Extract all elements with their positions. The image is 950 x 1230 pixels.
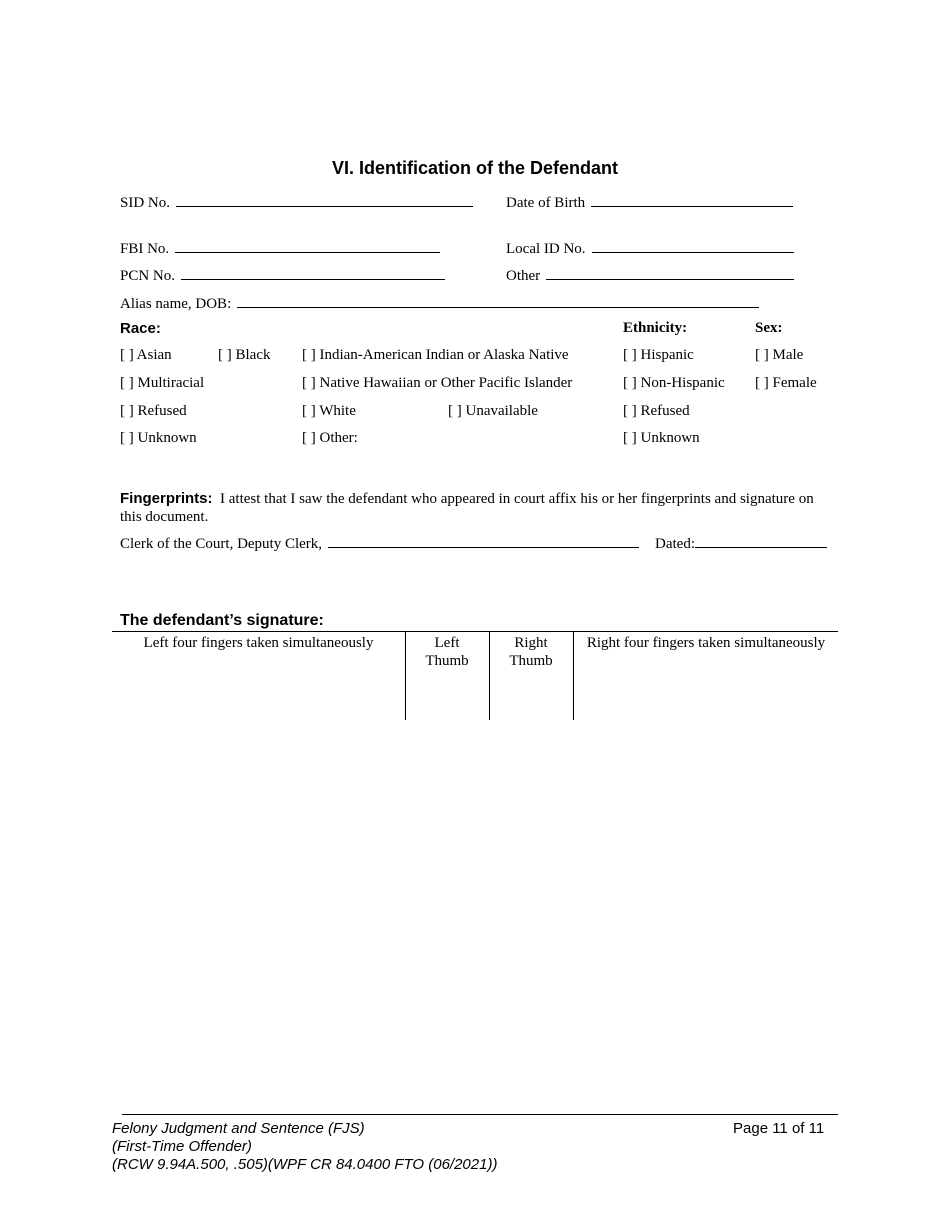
ethnicity-non-hispanic-checkbox[interactable]: [ ] Non-Hispanic xyxy=(623,375,725,391)
footer-form-subtitle: (First-Time Offender) xyxy=(112,1138,252,1155)
fingerprints-label: Fingerprints: xyxy=(120,490,213,507)
fbi-label: FBI No. xyxy=(120,241,170,257)
sid-input-line[interactable] xyxy=(176,193,473,207)
page-number: Page 11 of 11 xyxy=(733,1120,825,1137)
race-unavailable-checkbox[interactable]: [ ] Unavailable xyxy=(448,403,538,419)
left-thumb-cell[interactable]: Left Thumb xyxy=(425,635,469,669)
footer-form-title: Felony Judgment and Sentence (FJS) xyxy=(112,1120,365,1137)
signature-table-top-border xyxy=(112,631,838,632)
race-hawaiian-checkbox[interactable]: [ ] Native Hawaiian or Other Pacific Islander xyxy=(302,375,573,391)
sid-field[interactable] xyxy=(120,193,473,212)
race-black-checkbox[interactable]: [ ] Black xyxy=(218,347,271,363)
clerk-signature-line[interactable] xyxy=(328,534,639,548)
fbi-input-line[interactable] xyxy=(175,239,440,253)
pcn-label: PCN No. xyxy=(120,268,176,284)
dated-input-line[interactable] xyxy=(695,534,827,548)
dob-input-line[interactable] xyxy=(591,193,793,207)
local-id-input-line[interactable] xyxy=(592,239,794,253)
dated-label: Dated: xyxy=(655,536,695,552)
right-thumb-cell[interactable]: Right Thumb xyxy=(509,635,553,669)
pcn-input-line[interactable] xyxy=(181,266,445,280)
race-multiracial-checkbox[interactable]: [ ] Multiracial xyxy=(120,375,205,391)
footer-rule xyxy=(122,1114,838,1115)
ethnicity-hispanic-checkbox[interactable]: [ ] Hispanic xyxy=(623,347,694,363)
other-label: Other xyxy=(506,268,541,284)
local-id-field[interactable] xyxy=(506,239,794,258)
race-refused-checkbox[interactable]: [ ] Refused xyxy=(120,403,187,419)
sid-label: SID No. xyxy=(120,195,171,211)
other-field[interactable] xyxy=(506,266,794,285)
alias-label: Alias name, DOB: xyxy=(120,296,232,312)
other-input-line[interactable] xyxy=(546,266,794,280)
race-indian-checkbox[interactable]: [ ] Indian-American Indian or Alaska Native xyxy=(302,347,569,363)
race-other-checkbox[interactable]: [ ] Other: xyxy=(302,430,358,446)
alias-field[interactable] xyxy=(120,294,759,313)
right-fingers-cell[interactable]: Right four fingers taken simultaneously xyxy=(586,635,826,651)
clerk-signature-field[interactable] xyxy=(120,534,639,553)
signature-table-divider-1 xyxy=(405,631,406,720)
fingerprints-attestation xyxy=(120,490,832,526)
race-white-checkbox[interactable]: [ ] White xyxy=(302,403,356,419)
pcn-field[interactable] xyxy=(120,266,445,285)
race-heading: Race: xyxy=(120,320,161,337)
sex-heading: Sex: xyxy=(755,320,783,336)
sex-male-checkbox[interactable]: [ ] Male xyxy=(755,347,804,363)
ethnicity-unknown-checkbox[interactable]: [ ] Unknown xyxy=(623,430,700,446)
dob-label: Date of Birth xyxy=(506,195,586,211)
race-asian-checkbox[interactable]: [ ] Asian xyxy=(120,347,172,363)
signature-table-divider-2 xyxy=(489,631,490,720)
footer-form-citation: (RCW 9.94A.500, .505)(WPF CR 84.0400 FTO (06/2021)) xyxy=(112,1156,498,1173)
clerk-label: Clerk of the Court, Deputy Clerk, xyxy=(120,536,323,552)
fingerprints-text: I attest that I saw the defendant who appeared in court affix his or her fingerprints and signature on this document. xyxy=(120,491,814,525)
ethnicity-heading: Ethnicity: xyxy=(623,320,688,336)
alias-input-line[interactable] xyxy=(237,294,759,308)
sex-female-checkbox[interactable]: [ ] Female xyxy=(755,375,817,391)
dated-field[interactable] xyxy=(655,534,827,553)
race-unknown-checkbox[interactable]: [ ] Unknown xyxy=(120,430,197,446)
section-title: VI. Identification of the Defendant xyxy=(331,158,618,178)
ethnicity-refused-checkbox[interactable]: [ ] Refused xyxy=(623,403,690,419)
local-id-label: Local ID No. xyxy=(506,241,586,257)
defendant-signature-heading: The defendant’s signature: xyxy=(120,612,324,629)
fbi-field[interactable] xyxy=(120,239,440,258)
left-fingers-cell[interactable]: Left four fingers taken simultaneously xyxy=(143,635,374,651)
dob-field[interactable] xyxy=(506,193,793,212)
